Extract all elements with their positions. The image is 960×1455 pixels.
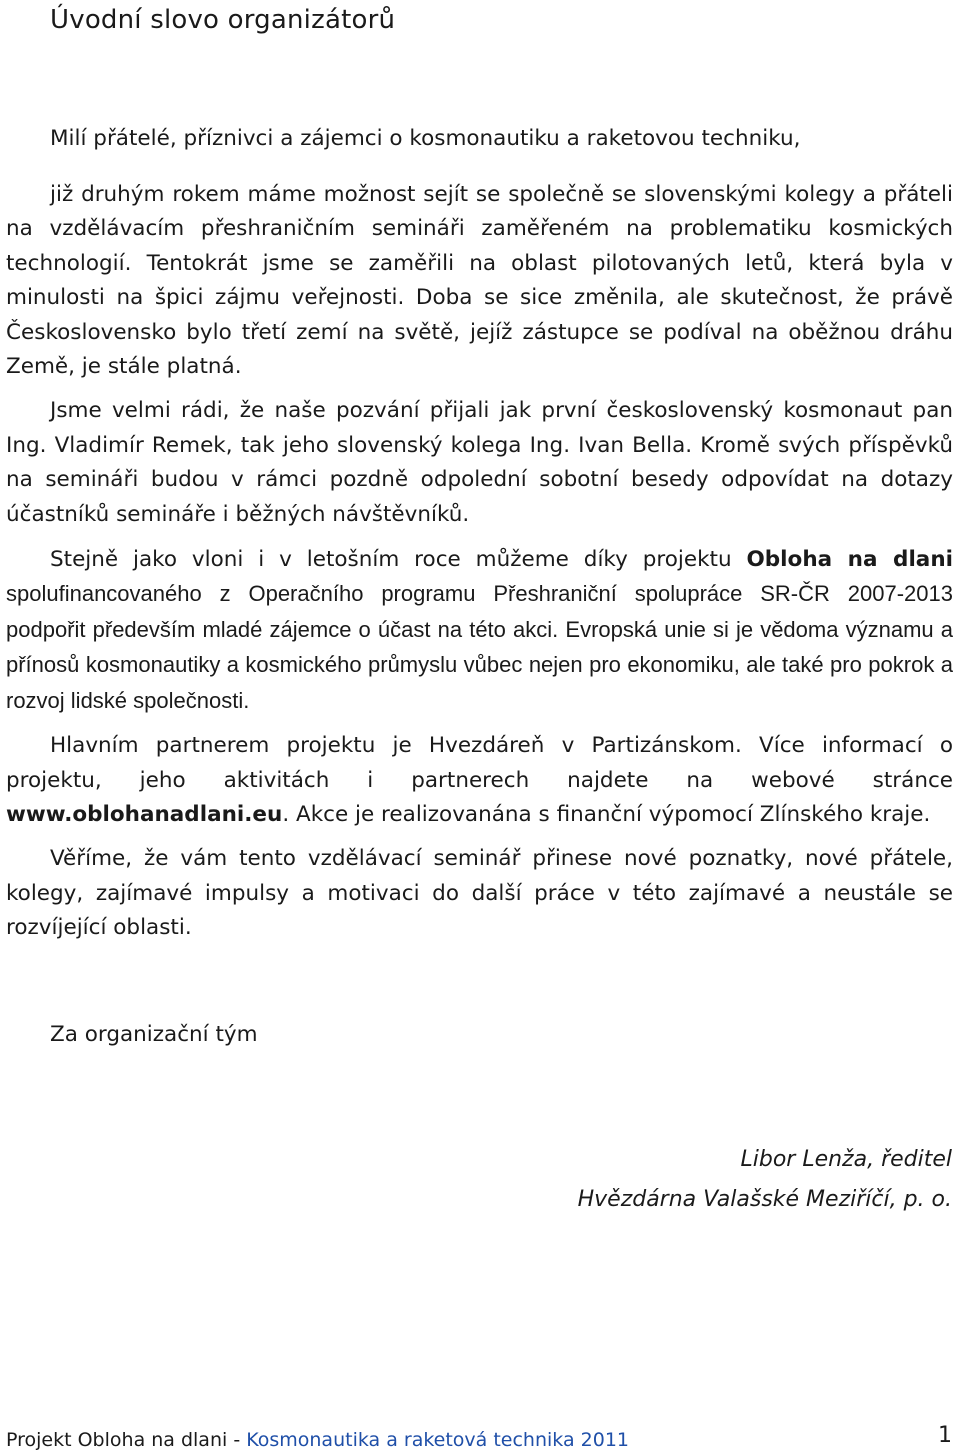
body-text — [6, 178, 953, 956]
paragraph-3 — [6, 542, 953, 719]
signature-name: Libor Lenža, ředitel — [740, 1147, 952, 1172]
project-name: Obloha na dlani — [746, 547, 953, 573]
footer-project: Projekt Obloha na dlani - — [6, 1429, 247, 1451]
paragraph-1: již druhým rokem máme možnost sejít se společně se slovenskými kolegy a přáteli na vzdělávacím přeshraničním semináři zaměřeném na problematiku kosmických technologií. Tentokrát jsme se zaměřili na oblast pilotovaných letů, která byla v minulosti na špici zájmu veřejnosti. Doba se sice změnila, ale skutečnost, že právě Československo bylo třetí zemí na světě, jejíž zástupce se podíval na oběžnou dráhu Země, je stále platná. — [6, 182, 953, 380]
paragraph-3-text-end: spolufinancovaného z Operačního programu Přeshraniční spolupráce SR-ČR 2007-2013 podpořit především mladé zájemce o účast na této akci. Evropská unie si je vědoma významu a přínosů kosmonautiky a kosmického průmyslu vůbec nejen pro ekonomiku, ale také pro pokrok a rozvoj lidské společnosti. — [6, 581, 953, 713]
footer-series: Kosmonautika a raketová technika 2011 — [246, 1429, 630, 1451]
paragraph-4-text-start: Hlavním partnerem projektu je Hvezdáreň v Partizánskom. Více informací o projektu, jeho aktivitách i partnerech najdete na webové stránce — [6, 733, 953, 793]
paragraph-4 — [6, 729, 953, 832]
page-number: 1 — [938, 1423, 952, 1448]
paragraph-2: Jsme velmi rádi, že naše pozvání přijali jak první československý kosmonaut pan Ing. Vladimír Remek, tak jeho slovenský kolega Ing. Ivan Bella. Kromě svých příspěvků na semináři budou v rámci pozdně odpolední sobotní besedy odpovídat na dotazy účastníků semináře i běžných návštěvníků. — [6, 398, 953, 527]
signature-organization: Hvězdárna Valašské Meziříčí, p. o. — [577, 1187, 952, 1212]
website-link[interactable]: www.oblohanadlani.eu — [6, 801, 283, 827]
closing-line: Za organizační tým — [50, 1022, 258, 1047]
signature-block — [578, 1140, 952, 1220]
paragraph-4-text-end: . Akce je realizovanána s finanční výpomocí Zlínského kraje. — [282, 801, 931, 827]
greeting-line: Milí přátelé, příznivci a zájemci o kosmonautiku a raketovou techniku, — [50, 126, 801, 151]
paragraph-5: Věříme, že vám tento vzdělávací seminář přinese nové poznatky, nové přátele, kolegy, zajímavé impulsy a motivaci do další práce v této zajímavé a neustále se rozvíjející oblasti. — [6, 846, 953, 941]
paragraph-3-text-start: Stejně jako vloni i v letošním roce můžeme díky projektu — [50, 547, 747, 573]
page-title: Úvodní slovo organizátorů — [50, 5, 396, 35]
footer — [6, 1428, 629, 1452]
